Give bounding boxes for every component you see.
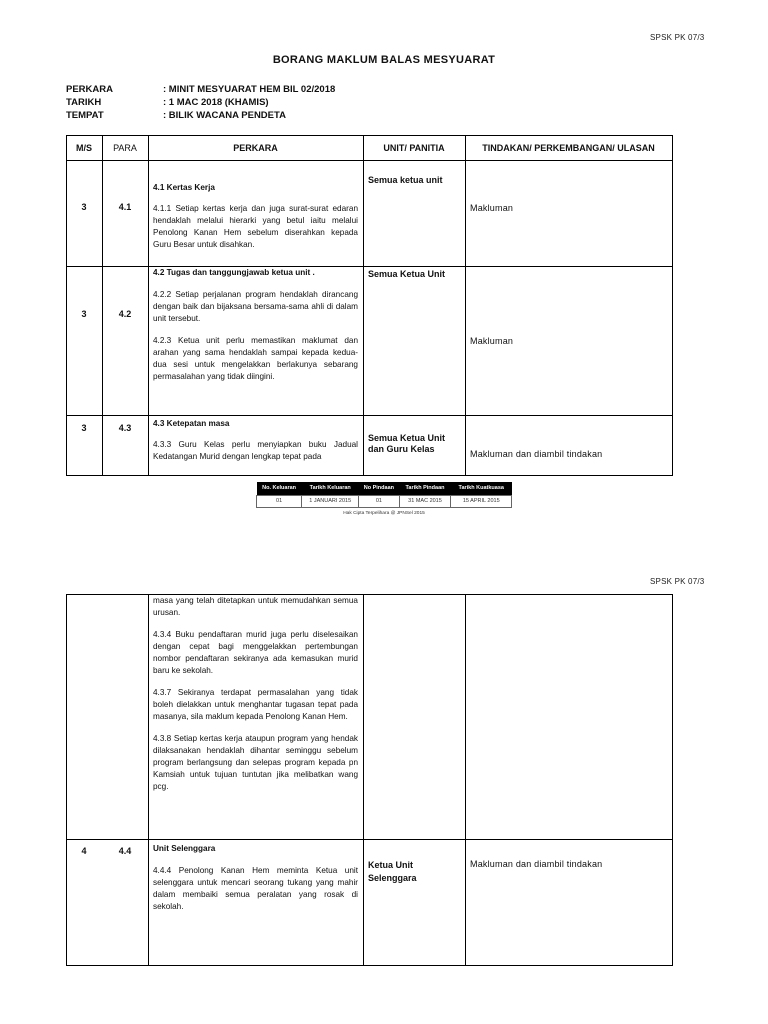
row-heading: Unit Selenggara	[153, 844, 216, 853]
continuation-paragraph: 4.3.7 Sekiranya terdapat permasalahan yang tidak boleh dielakkan untuk menghantar tugasan tepat pada masanya, sila maklum kepada Penolong Kanan Hem.	[153, 688, 358, 721]
header-tindakan: TINDAKAN/ PERKEMBANGAN/ ULASAN	[482, 143, 655, 153]
row-perkara	[153, 267, 358, 383]
meta-value-tarikh: : 1 MAC 2018 (KHAMIS)	[163, 97, 269, 108]
row-ms: 3	[81, 202, 87, 212]
row-action: Makluman dan diambil tindakan	[470, 859, 603, 869]
continuation-text	[153, 595, 358, 793]
form-code: SPSK PK 07/3	[650, 33, 705, 42]
row-ms: 3	[81, 309, 87, 319]
meta-value-tempat: : BILIK WACANA PENDETA	[163, 110, 286, 121]
row-action: Makluman dan diambil tindakan	[470, 449, 603, 459]
row-para: 4.3	[118, 423, 132, 433]
control-value: 01	[257, 495, 302, 508]
row-heading: 4.1 Kertas Kerja	[153, 183, 215, 192]
row-ms: 3	[81, 423, 87, 433]
row-action: Makluman	[470, 203, 514, 213]
row-para: 4.2	[118, 309, 132, 319]
row-unit: Ketua Unit Selenggara	[368, 860, 417, 883]
copyright-notice: Hak Cipta Terpelihara @ JPNSel 2015	[343, 511, 425, 516]
meta-labels	[66, 83, 156, 122]
control-value: 01	[359, 495, 399, 508]
row-paragraph: 4.2.3 Ketua unit perlu memastikan maklumat dan arahan yang sama hendaklah sampai kepada kedua-dua sesi untuk mengelakkan berlakunya sebarang permasalahan yang tidak diingini.	[153, 336, 358, 381]
header-perkara: PERKARA	[233, 143, 278, 153]
row-unit: Semua Ketua Unit	[368, 269, 446, 279]
row-paragraph: 4.4.4 Penolong Kanan Hem meminta Ketua unit selenggara untuk mencari seorang tukang yang mahir dalam membaiki semua peralatan yang rosak di sekolah.	[153, 866, 358, 911]
row-perkara	[153, 843, 358, 913]
continuation-paragraph: 4.3.4 Buku pendaftaran murid juga perlu diselesaikan dengan cepat bagi menggelakkan pertembungan nombor pendaftaran sekiranya ada kemasukan murid baru ke sekolah.	[153, 630, 358, 675]
control-header: No. Keluaran	[257, 482, 302, 495]
row-perkara	[153, 182, 358, 251]
document-control-table	[256, 482, 512, 508]
row-ms: 4	[81, 846, 87, 856]
control-header: Tarikh Keluaran	[302, 482, 359, 495]
meta-values	[163, 83, 563, 122]
row-heading: 4.3 Ketepatan masa	[153, 419, 230, 428]
header-ms: M/S	[75, 143, 92, 153]
header-unit: UNIT/ PANITIA	[383, 143, 445, 153]
form-code-page-2: SPSK PK 07/3	[650, 577, 705, 586]
row-heading: 4.2 Tugas dan tanggungjawab ketua unit .	[153, 268, 315, 277]
control-value: 1 JANUARI 2015	[302, 495, 359, 508]
row-perkara	[153, 418, 358, 463]
control-header: No Pindaan	[359, 482, 399, 495]
control-header: Tarikh Pindaan	[399, 482, 451, 495]
meta-value-perkara: : MINIT MESYUARAT HEM BIL 02/2018	[163, 84, 336, 95]
document-title: BORANG MAKLUM BALAS MESYUARAT	[272, 54, 496, 66]
row-unit: Semua ketua unit	[368, 175, 443, 185]
row-paragraph: 4.3.3 Guru Kelas perlu menyiapkan buku Jadual Kedatangan Murid dengan lengkap tepat pada	[153, 440, 358, 461]
control-value: 31 MAC 2015	[399, 495, 451, 508]
continuation-paragraph: masa yang telah ditetapkan untuk memudahkan semua urusan.	[153, 596, 358, 617]
row-para: 4.1	[118, 202, 132, 212]
row-unit: Semua Ketua Unit dan Guru Kelas	[368, 433, 446, 454]
control-header: Tarikh Kuatkuasa	[451, 482, 512, 495]
row-para: 4.4	[118, 846, 132, 856]
meta-label-perkara: PERKARA	[66, 84, 113, 95]
meta-label-tarikh: TARIKH	[66, 97, 102, 108]
meta-label-tempat: TEMPAT	[66, 110, 104, 121]
control-value: 15 APRIL 2015	[451, 495, 512, 508]
row-paragraph: 4.2.2 Setiap perjalanan program hendaklah dirancang dengan baik dan bijaksana bersama-sama ahli di dalam unit tersebut.	[153, 290, 358, 323]
row-paragraph: 4.1.1 Setiap kertas kerja dan juga surat-surat edaran hendaklah melalui hierarki yang betul iaitu melalui Penolong Kanan Hem sebelum diserahkan kepada Guru Besar untuk disahkan.	[153, 204, 358, 249]
header-para: PARA	[113, 143, 137, 153]
continuation-paragraph: 4.3.8 Setiap kertas kerja ataupun program yang hendak dilaksanakan hendaklah dihantar seminggu sebelum program berlangsung dan selepas program kepada pn Kamsiah untuk tujuan tuntutan jika melibatkan wang pcg.	[153, 734, 358, 791]
row-action: Makluman	[470, 336, 514, 346]
